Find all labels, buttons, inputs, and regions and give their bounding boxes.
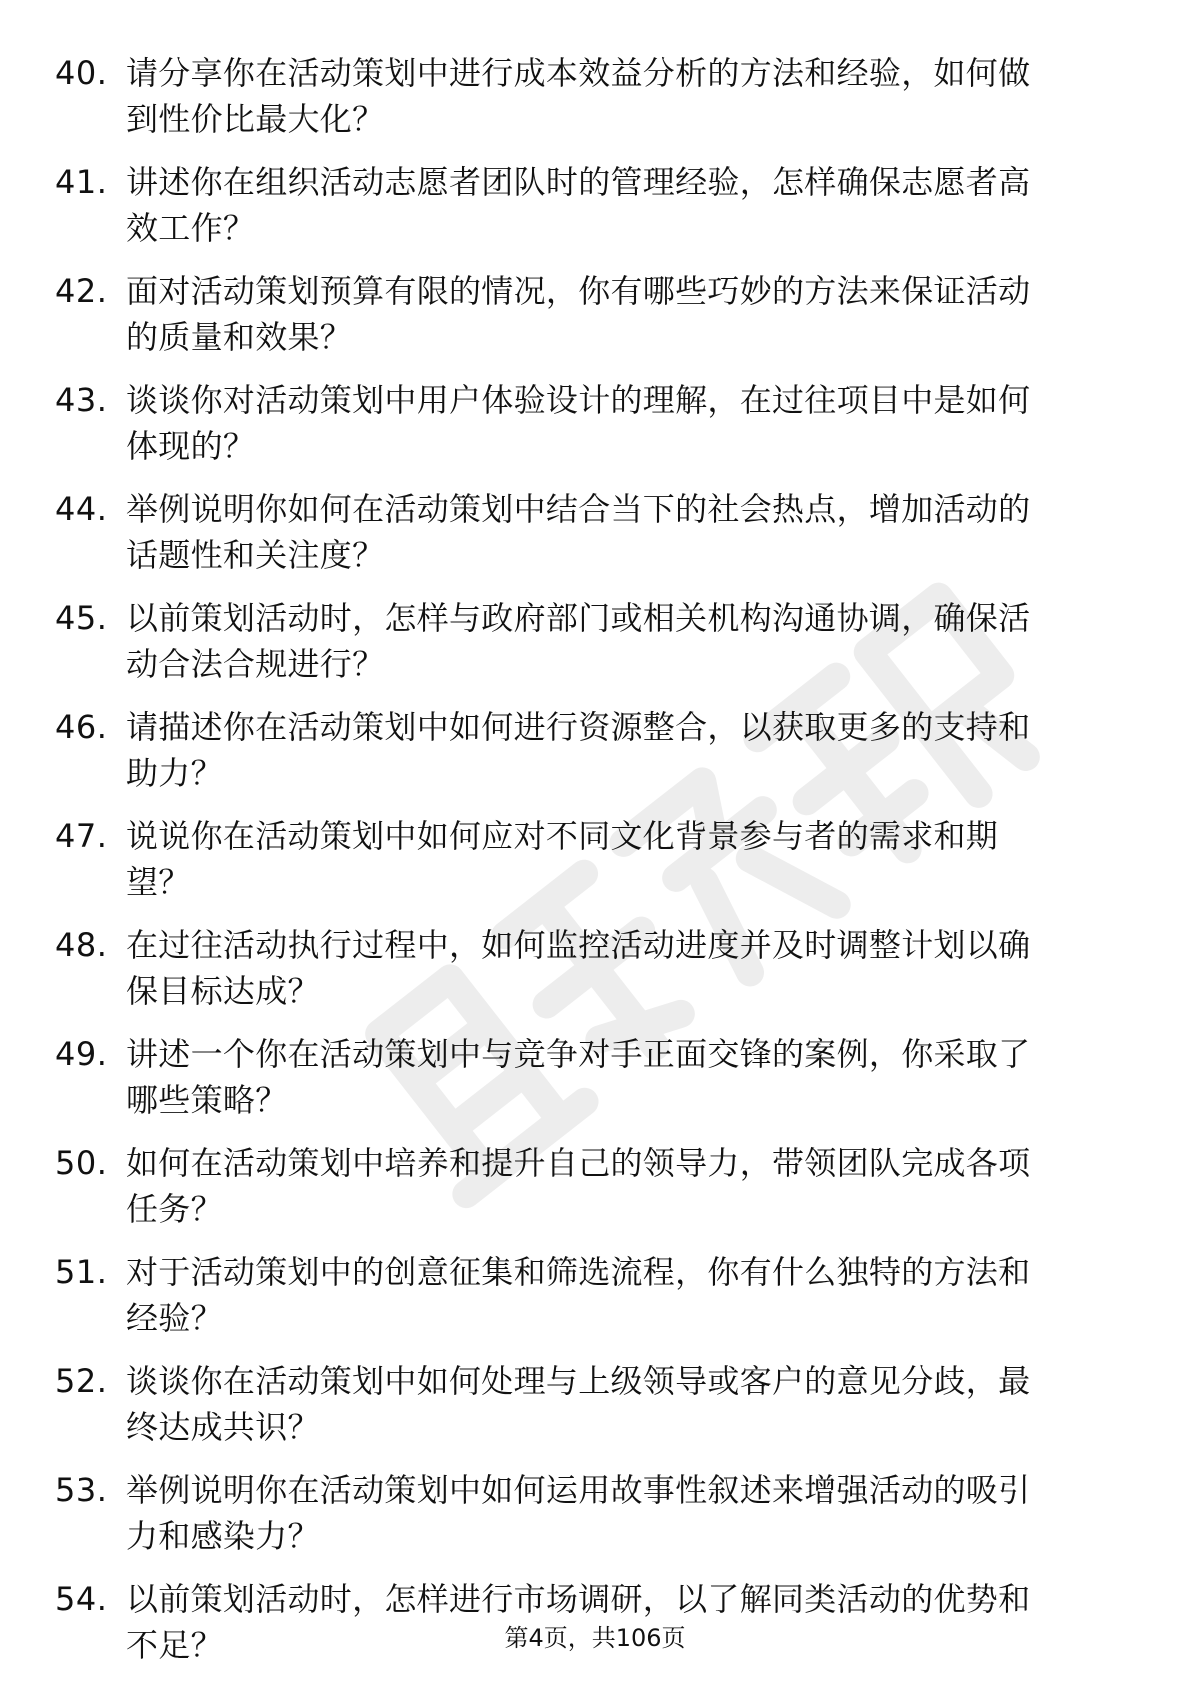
question-number: 41. bbox=[55, 163, 108, 201]
question-item bbox=[0, 922, 1190, 1014]
question-text: 讲述你在组织活动志愿者团队时的管理经验，怎样确保志愿者高效工作？ bbox=[126, 163, 1031, 247]
question-item bbox=[0, 268, 1190, 360]
question-list bbox=[0, 50, 1190, 1685]
question-text: 请分享你在活动策划中进行成本效益分析的方法和经验，如何做到性价比最大化？ bbox=[126, 54, 1031, 138]
question-number: 48. bbox=[55, 926, 108, 964]
question-text: 请描述你在活动策划中如何进行资源整合，以获取更多的支持和助力？ bbox=[126, 708, 1031, 792]
question-item bbox=[0, 159, 1190, 251]
question-text: 举例说明你在活动策划中如何运用故事性叙述来增强活动的吸引力和感染力？ bbox=[126, 1471, 1031, 1555]
question-text: 以前策划活动时，怎样与政府部门或相关机构沟通协调，确保活动合法合规进行？ bbox=[126, 599, 1031, 683]
question-item bbox=[0, 1249, 1190, 1341]
question-number: 46. bbox=[55, 708, 108, 746]
question-text: 如何在活动策划中培养和提升自己的领导力，带领团队完成各项任务？ bbox=[126, 1144, 1031, 1228]
question-text: 在过往活动执行过程中，如何监控活动进度并及时调整计划以确保目标达成？ bbox=[126, 926, 1031, 1010]
question-item bbox=[0, 1031, 1190, 1123]
question-item bbox=[0, 1358, 1190, 1450]
question-text: 谈谈你在活动策划中如何处理与上级领导或客户的意见分歧，最终达成共识？ bbox=[126, 1362, 1031, 1446]
question-item bbox=[0, 1140, 1190, 1232]
question-number: 47. bbox=[55, 817, 108, 855]
question-item bbox=[0, 704, 1190, 796]
question-text: 以前策划活动时，怎样进行市场调研，以了解同类活动的优势和不足？ bbox=[126, 1580, 1031, 1664]
question-text: 讲述一个你在活动策划中与竞争对手正面交锋的案例，你采取了哪些策略？ bbox=[126, 1035, 1031, 1119]
question-item bbox=[0, 50, 1190, 142]
question-text: 举例说明你如何在活动策划中结合当下的社会热点，增加活动的话题性和关注度？ bbox=[126, 490, 1031, 574]
question-item bbox=[0, 377, 1190, 469]
question-item bbox=[0, 486, 1190, 578]
question-number: 51. bbox=[55, 1253, 108, 1291]
question-number: 50. bbox=[55, 1144, 108, 1182]
question-number: 49. bbox=[55, 1035, 108, 1073]
question-number: 45. bbox=[55, 599, 108, 637]
question-number: 52. bbox=[55, 1362, 108, 1400]
question-item bbox=[0, 1576, 1190, 1668]
question-number: 42. bbox=[55, 272, 108, 310]
question-text: 谈谈你对活动策划中用户体验设计的理解，在过往项目中是如何体现的？ bbox=[126, 381, 1031, 465]
question-item bbox=[0, 813, 1190, 905]
question-number: 40. bbox=[55, 54, 108, 92]
question-number: 53. bbox=[55, 1471, 108, 1509]
question-text: 说说你在活动策划中如何应对不同文化背景参与者的需求和期望？ bbox=[126, 817, 999, 901]
question-text: 面对活动策划预算有限的情况，你有哪些巧妙的方法来保证活动的质量和效果？ bbox=[126, 272, 1031, 356]
question-number: 43. bbox=[55, 381, 108, 419]
question-number: 54. bbox=[55, 1580, 108, 1618]
question-item bbox=[0, 1467, 1190, 1559]
question-number: 44. bbox=[55, 490, 108, 528]
page-footer: 第4页，共106页 bbox=[504, 1624, 686, 1652]
question-text: 对于活动策划中的创意征集和筛选流程，你有什么独特的方法和经验？ bbox=[126, 1253, 1031, 1337]
question-item bbox=[0, 595, 1190, 687]
